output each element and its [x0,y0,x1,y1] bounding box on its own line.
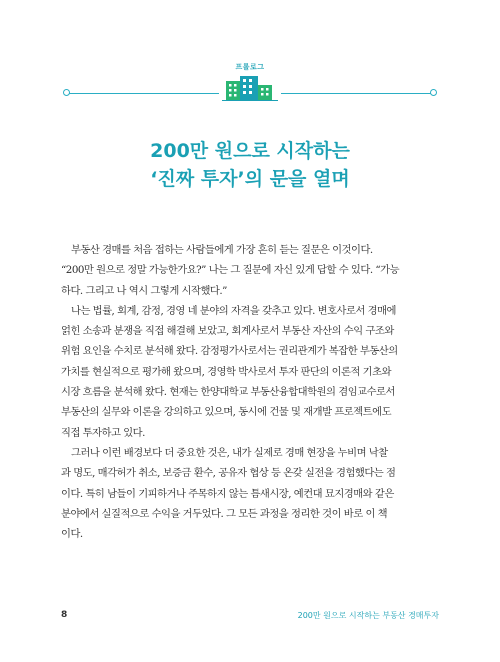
text-line: 부동산의 실무와 이론을 강의하고 있으며, 동시에 건물 및 재개발 프로젝트에도 [61,406,392,419]
paragraph-2 [61,301,439,443]
text-line: 얽힌 소송과 분쟁을 직접 해결해 보았고, 회계사로서 부동산 자산의 수익 구조와 [61,325,394,338]
text-line: “200만 원으로 정말 가능한가요?” 나는 그 질문에 자신 있게 답할 수 있다. “가능 [61,264,400,277]
text-line: 하다. 그리고 나 역시 그렇게 시작했다.” [61,284,227,297]
text-line: 이다. 특히 남들이 기피하거나 주목하지 않는 틈새시장, 예컨대 묘지경매와 같은 [61,487,394,500]
paragraph-3 [61,443,439,544]
rule-left [69,93,219,94]
text-line: 분야에서 실질적으로 수익을 거두었다. 그 모든 과정을 정리한 것이 바로 이 책 [61,507,388,520]
text-line: 직접 투자하고 있다. [61,426,145,439]
rule-right-dot [430,89,437,96]
rule-right [281,93,431,94]
text-line: 그러나 이런 배경보다 더 중요한 것은, 내가 실제로 경매 현장을 누비며 낙찰 [71,446,388,459]
building-icon [222,75,278,101]
text-line: 부동산 경매를 처음 접하는 사람들에게 가장 흔히 듣는 질문은 이것이다. [71,244,373,256]
chapter-title-line-2: ‘진짜 투자’의 문을 열며 [150,168,350,190]
text-line: 위험 요인을 수치로 분석해 왔다. 감정평가사로서는 권리관계가 복잡한 부동산의 [61,345,398,358]
section-label: 프롤로그 [235,63,265,71]
text-line: 시장 흐름을 분석해 왔다. 현재는 한양대학교 부동산융합대학원의 겸임교수로서 [61,386,395,399]
body-text [61,240,439,544]
chapter-title [0,137,500,193]
paragraph-1 [61,240,439,301]
running-footer-title: 200만 원으로 시작하는 부동산 경매투자 [297,611,439,620]
text-line: 가치를 현실적으로 평가해 왔으며, 경영학 박사로서 투자 판단의 이론적 기초와 [61,365,392,378]
text-line: 이다. [61,528,83,541]
page-number: 8 [61,610,68,620]
text-line: 과 명도, 매각허가 취소, 보증금 환수, 공유자 협상 등 온갖 실전을 경험했다는 점 [61,467,396,480]
text-line: 나는 법률, 회계, 감정, 경영 네 분야의 자격을 갖추고 있다. 변호사로서 경매에 [71,304,396,317]
chapter-title-line-1: 200만 원으로 시작하는 [150,140,350,162]
